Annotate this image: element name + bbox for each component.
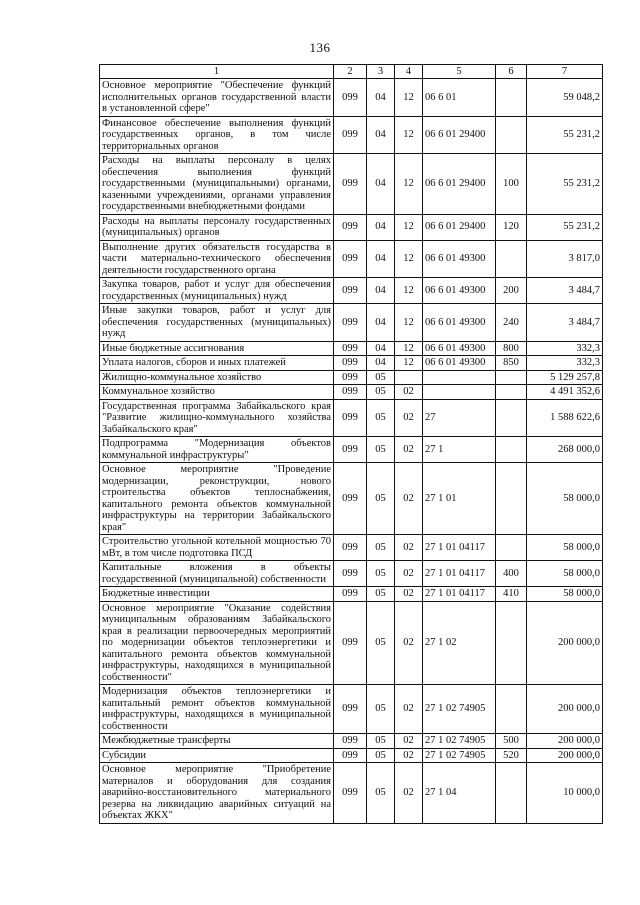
target-article-code: 06 6 01 29400 [423, 154, 496, 215]
subsection-code: 12 [395, 79, 423, 117]
row-description: Жилищно-коммунальное хозяйство [100, 370, 334, 385]
target-article-code: 27 [423, 399, 496, 437]
row-description: Подпрограмма "Модернизация объектов коммунальной инфраструктуры" [100, 437, 334, 463]
amount: 200 000,0 [527, 601, 603, 685]
section-code: 04 [367, 79, 395, 117]
subsection-code: 12 [395, 154, 423, 215]
table-row [100, 437, 603, 463]
row-description: Основное мероприятие "Проведение модернизации, реконструкции, нового строительства объектов теплоснабжения, капитального ремонта объектов коммунальной инфраструктуры на территории Забайкальского края" [100, 463, 334, 535]
ministry-code: 099 [334, 214, 367, 240]
row-description: Основное мероприятие "Оказание содействия муниципальным образованиям Забайкальского края в реализации первоочередных мероприятий по модернизации объектов теплоэнергетики и капитального ремонта объектов коммунальной инфраструктуры, находящихся в муниципальной собственности" [100, 601, 334, 685]
target-article-code: 27 1 01 04117 [423, 561, 496, 587]
expense-type-code [496, 399, 527, 437]
table-row [100, 278, 603, 304]
target-article-code: 06 6 01 49300 [423, 341, 496, 356]
ministry-code: 099 [334, 763, 367, 824]
row-description: Модернизация объектов теплоэнергетики и капитальный ремонт объектов коммунальной инфраструктуры, находящихся в муниципальной собственности [100, 685, 334, 734]
row-description: Бюджетные инвестиции [100, 587, 334, 602]
page-number: 136 [309, 40, 331, 55]
subsection-code: 12 [395, 304, 423, 342]
target-article-code [423, 385, 496, 400]
ministry-code: 099 [334, 535, 367, 561]
ministry-code: 099 [334, 748, 367, 763]
ministry-code: 099 [334, 116, 367, 154]
ministry-code: 099 [334, 304, 367, 342]
subsection-code: 02 [395, 587, 423, 602]
row-description: Иные бюджетные ассигнования [100, 341, 334, 356]
target-article-code: 27 1 02 74905 [423, 734, 496, 749]
subsection-code: 12 [395, 116, 423, 154]
expense-type-code [496, 535, 527, 561]
amount: 58 000,0 [527, 463, 603, 535]
subsection-code: 02 [395, 463, 423, 535]
amount: 3 817,0 [527, 240, 603, 278]
table-row [100, 154, 603, 215]
expense-type-code: 500 [496, 734, 527, 749]
target-article-code: 06 6 01 49300 [423, 304, 496, 342]
table-row [100, 561, 603, 587]
target-article-code: 06 6 01 49300 [423, 240, 496, 278]
row-description: Закупка товаров, работ и услуг для обеспечения государственных (муниципальных) нужд [100, 278, 334, 304]
table-row [100, 399, 603, 437]
ministry-code: 099 [334, 356, 367, 371]
expense-type-code [496, 370, 527, 385]
amount: 58 000,0 [527, 561, 603, 587]
subsection-code: 02 [395, 561, 423, 587]
row-description: Основное мероприятие "Обеспечение функций исполнительных органов государственной власти в установленной сфере" [100, 79, 334, 117]
subsection-code [395, 370, 423, 385]
budget-table [99, 64, 603, 824]
ministry-code: 099 [334, 385, 367, 400]
target-article-code: 27 1 02 74905 [423, 685, 496, 734]
section-code: 04 [367, 304, 395, 342]
amount: 1 588 622,6 [527, 399, 603, 437]
amount: 59 048,2 [527, 79, 603, 117]
target-article-code: 27 1 [423, 437, 496, 463]
ministry-code: 099 [334, 278, 367, 304]
expense-type-code: 520 [496, 748, 527, 763]
subsection-code: 12 [395, 278, 423, 304]
section-code: 05 [367, 763, 395, 824]
row-description: Межбюджетные трансферты [100, 734, 334, 749]
row-description: Основное мероприятие "Приобретение материалов и оборудования для создания аварийно-восстановительного материального резерва на ликвидацию аварийных ситуаций на объектах ЖКХ" [100, 763, 334, 824]
ministry-code: 099 [334, 437, 367, 463]
amount: 200 000,0 [527, 734, 603, 749]
section-code: 05 [367, 685, 395, 734]
amount: 55 231,2 [527, 154, 603, 215]
ministry-code: 099 [334, 370, 367, 385]
subsection-code: 12 [395, 341, 423, 356]
table-body [100, 79, 603, 824]
table-row [100, 240, 603, 278]
expense-type-code: 400 [496, 561, 527, 587]
ministry-code: 099 [334, 463, 367, 535]
amount: 55 231,2 [527, 214, 603, 240]
subsection-code: 12 [395, 356, 423, 371]
amount: 200 000,0 [527, 685, 603, 734]
ministry-code: 099 [334, 399, 367, 437]
ministry-code: 099 [334, 685, 367, 734]
table-row [100, 304, 603, 342]
expense-type-code: 410 [496, 587, 527, 602]
section-code: 05 [367, 535, 395, 561]
ministry-code: 099 [334, 341, 367, 356]
expense-type-code [496, 385, 527, 400]
ministry-code: 099 [334, 587, 367, 602]
section-code: 05 [367, 385, 395, 400]
section-code: 05 [367, 601, 395, 685]
target-article-code [423, 370, 496, 385]
ministry-code: 099 [334, 79, 367, 117]
ministry-code: 099 [334, 734, 367, 749]
subsection-code: 02 [395, 685, 423, 734]
column-header-2: 2 [334, 65, 367, 79]
row-description: Расходы на выплаты персоналу в целях обеспечения выполнения функций государственными (муниципальными) органами, казенными учреждениями, органами управления государственными внебюджетными фондами [100, 154, 334, 215]
row-description: Субсидии [100, 748, 334, 763]
amount: 268 000,0 [527, 437, 603, 463]
table-row [100, 463, 603, 535]
column-header-7: 7 [527, 65, 603, 79]
expense-type-code: 200 [496, 278, 527, 304]
amount: 55 231,2 [527, 116, 603, 154]
table-row [100, 214, 603, 240]
section-code: 05 [367, 748, 395, 763]
table-row [100, 116, 603, 154]
expense-type-code [496, 79, 527, 117]
row-description: Коммунальное хозяйство [100, 385, 334, 400]
row-description: Строительство угольной котельной мощностью 70 мВт, в том числе подготовка ПСД [100, 535, 334, 561]
section-code: 05 [367, 463, 395, 535]
section-code: 05 [367, 370, 395, 385]
subsection-code: 02 [395, 734, 423, 749]
subsection-code: 02 [395, 763, 423, 824]
section-code: 04 [367, 154, 395, 215]
ministry-code: 099 [334, 561, 367, 587]
amount: 10 000,0 [527, 763, 603, 824]
column-header-1: 1 [100, 65, 334, 79]
table-row [100, 385, 603, 400]
expense-type-code: 120 [496, 214, 527, 240]
subsection-code: 12 [395, 240, 423, 278]
expense-type-code: 100 [496, 154, 527, 215]
expense-type-code [496, 763, 527, 824]
row-description: Расходы на выплаты персоналу государственных (муниципальных) органов [100, 214, 334, 240]
table-row [100, 535, 603, 561]
amount: 4 491 352,6 [527, 385, 603, 400]
amount: 3 484,7 [527, 304, 603, 342]
row-description: Государственная программа Забайкальского края "Развитие жилищно-коммунального хозяйства Забайкальского края" [100, 399, 334, 437]
expense-type-code [496, 240, 527, 278]
target-article-code: 06 6 01 29400 [423, 116, 496, 154]
row-description: Финансовое обеспечение выполнения функций государственных органов, в том числе территориальных органов [100, 116, 334, 154]
expense-type-code [496, 437, 527, 463]
subsection-code: 12 [395, 214, 423, 240]
section-code: 04 [367, 214, 395, 240]
amount: 5 129 257,8 [527, 370, 603, 385]
row-description: Капитальные вложения в объекты государственной (муниципальной) собственности [100, 561, 334, 587]
section-code: 05 [367, 587, 395, 602]
table-row [100, 587, 603, 602]
table-row [100, 356, 603, 371]
subsection-code: 02 [395, 535, 423, 561]
table-row [100, 341, 603, 356]
target-article-code: 27 1 02 [423, 601, 496, 685]
ministry-code: 099 [334, 601, 367, 685]
expense-type-code [496, 463, 527, 535]
section-code: 04 [367, 341, 395, 356]
section-code: 04 [367, 278, 395, 304]
section-code: 05 [367, 734, 395, 749]
table-row [100, 601, 603, 685]
column-header-6: 6 [496, 65, 527, 79]
expense-type-code [496, 601, 527, 685]
subsection-code: 02 [395, 748, 423, 763]
row-description: Выполнение других обязательств государства в части материально-технического обеспечения деятельности государственного органа [100, 240, 334, 278]
target-article-code: 27 1 04 [423, 763, 496, 824]
target-article-code: 06 6 01 [423, 79, 496, 117]
section-code: 04 [367, 116, 395, 154]
section-code: 05 [367, 399, 395, 437]
subsection-code: 02 [395, 385, 423, 400]
table-header-row [100, 65, 603, 79]
table-row [100, 685, 603, 734]
row-description: Иные закупки товаров, работ и услуг для обеспечения государственных (муниципальных) нужд [100, 304, 334, 342]
target-article-code: 06 6 01 29400 [423, 214, 496, 240]
amount: 332,3 [527, 356, 603, 371]
amount: 332,3 [527, 341, 603, 356]
section-code: 05 [367, 437, 395, 463]
row-description: Уплата налогов, сборов и иных платежей [100, 356, 334, 371]
expense-type-code [496, 116, 527, 154]
table-row [100, 763, 603, 824]
expense-type-code: 850 [496, 356, 527, 371]
subsection-code: 02 [395, 601, 423, 685]
column-header-3: 3 [367, 65, 395, 79]
table-row [100, 748, 603, 763]
table-row [100, 734, 603, 749]
amount: 58 000,0 [527, 587, 603, 602]
target-article-code: 06 6 01 49300 [423, 278, 496, 304]
expense-type-code: 240 [496, 304, 527, 342]
target-article-code: 27 1 01 [423, 463, 496, 535]
amount: 58 000,0 [527, 535, 603, 561]
target-article-code: 27 1 01 04117 [423, 587, 496, 602]
table-row [100, 79, 603, 117]
table-row [100, 370, 603, 385]
target-article-code: 27 1 01 04117 [423, 535, 496, 561]
expense-type-code [496, 685, 527, 734]
target-article-code: 06 6 01 49300 [423, 356, 496, 371]
subsection-code: 02 [395, 399, 423, 437]
column-header-4: 4 [395, 65, 423, 79]
amount: 200 000,0 [527, 748, 603, 763]
column-header-5: 5 [423, 65, 496, 79]
amount: 3 484,7 [527, 278, 603, 304]
target-article-code: 27 1 02 74905 [423, 748, 496, 763]
section-code: 04 [367, 356, 395, 371]
expense-type-code: 800 [496, 341, 527, 356]
section-code: 04 [367, 240, 395, 278]
section-code: 05 [367, 561, 395, 587]
ministry-code: 099 [334, 240, 367, 278]
ministry-code: 099 [334, 154, 367, 215]
subsection-code: 02 [395, 437, 423, 463]
